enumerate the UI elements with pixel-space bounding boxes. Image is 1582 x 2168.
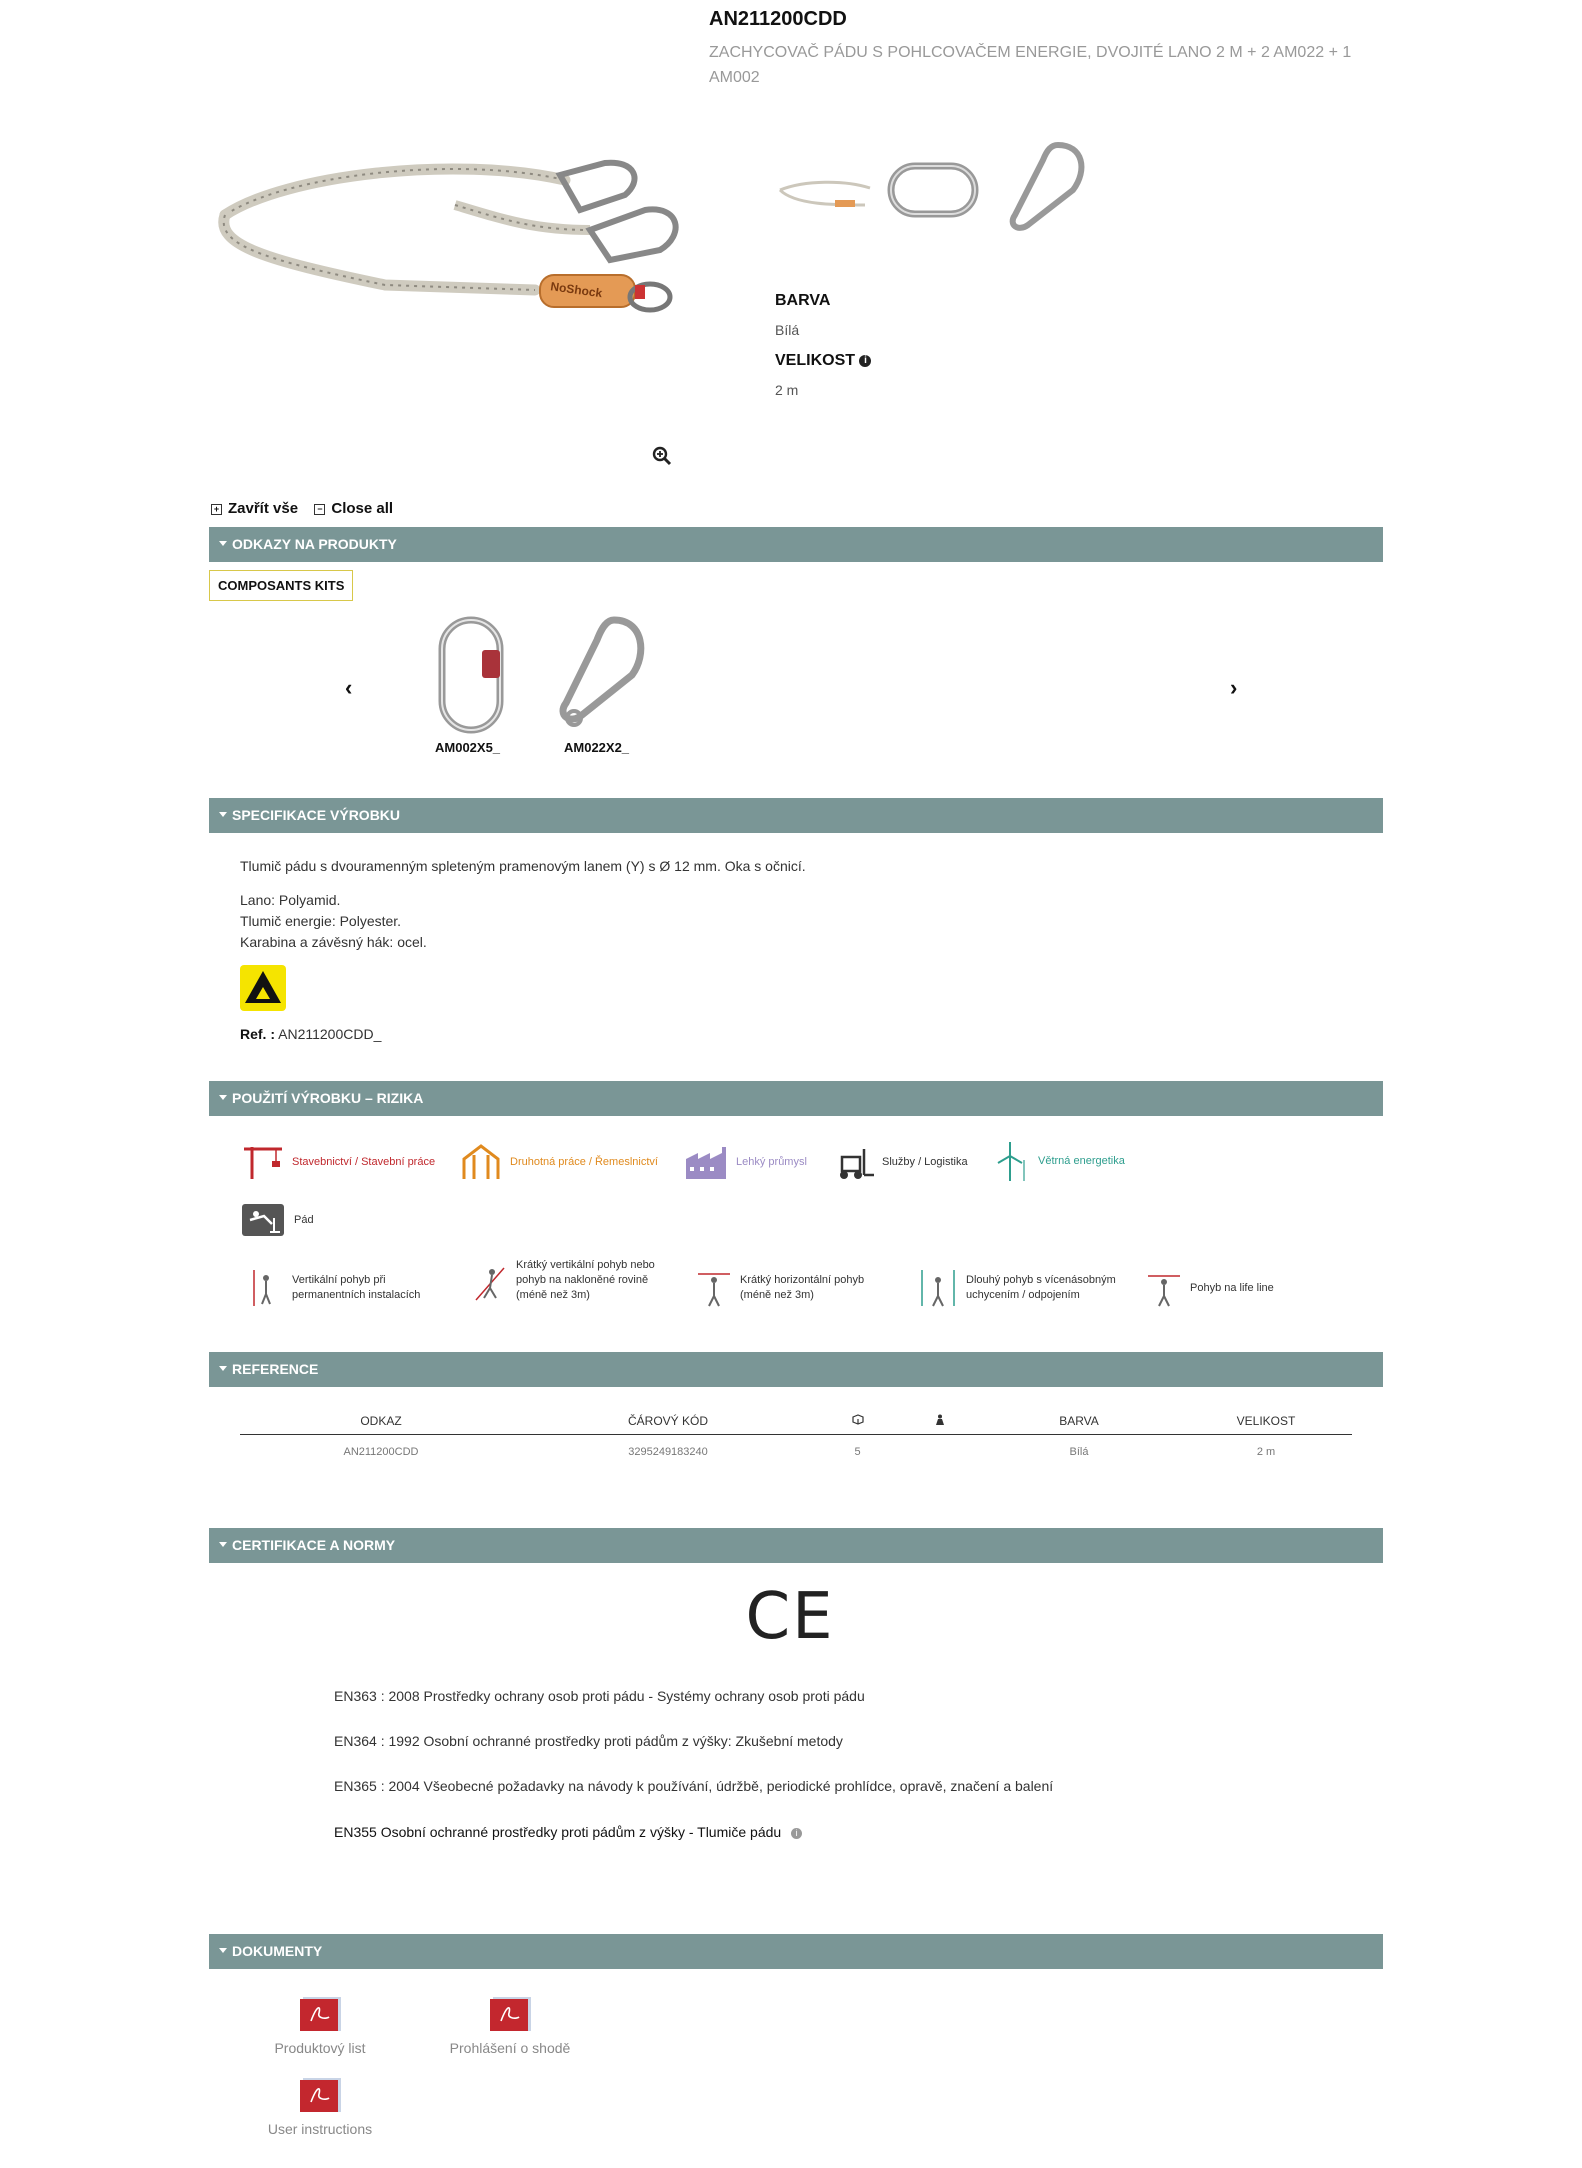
- tab-composants-kits[interactable]: [209, 570, 353, 601]
- caret-down-icon: [219, 812, 227, 817]
- movement-label: [966, 1273, 1116, 1303]
- sector-label: Stavebnictví / Stavební práce: [292, 1156, 436, 1168]
- carousel-next-button[interactable]: ›: [1230, 675, 1238, 700]
- ref-label: Ref. :: [240, 1026, 275, 1042]
- section-reference-header[interactable]: [209, 1352, 1383, 1387]
- info-icon[interactable]: i: [859, 355, 871, 367]
- table-row[interactable]: [240, 1434, 1352, 1470]
- pdf-icon: [299, 1995, 343, 2033]
- sector-label: Druhotná práce / Řemeslnictví: [510, 1156, 658, 1168]
- standard-item: EN363 : 2008 Prostředky ochrany osob proti pádu - Systémy ochrany osob proti pádu: [334, 1688, 865, 1704]
- thumbnail-hook[interactable]: [1003, 140, 1088, 240]
- life-line-icon: [1146, 1268, 1182, 1308]
- crane-icon: [242, 1143, 284, 1181]
- size-label: VELIKOST: [775, 352, 856, 369]
- spec-material: Lano: Polyamid.: [240, 892, 341, 908]
- box-icon: [852, 1414, 864, 1425]
- sector-light-industry: [684, 1143, 807, 1181]
- movement-label-line: Krátký horizontální pohyb: [740, 1274, 865, 1286]
- carousel-item-label[interactable]: AM022X2_: [564, 740, 630, 755]
- spec-reference: [240, 1026, 381, 1042]
- carousel-item-label[interactable]: AM002X5_: [435, 740, 501, 755]
- plus-box-icon: +: [211, 504, 222, 515]
- lanyard-illustration: [224, 163, 676, 310]
- spec-material: Tlumič energie: Polyester.: [240, 913, 402, 929]
- sector-crafts: [460, 1143, 658, 1181]
- thumbnail-carabiner[interactable]: [883, 160, 983, 220]
- movement-vertical-permanent: [248, 1268, 420, 1308]
- movement-short-vertical: [472, 1258, 655, 1303]
- risk-fall: [242, 1204, 314, 1236]
- expand-all-label: Zavřít vše: [228, 500, 299, 517]
- house-frame-icon: [460, 1143, 502, 1181]
- section-spec-header[interactable]: [209, 798, 1383, 833]
- wind-turbine-icon: [988, 1140, 1032, 1182]
- pdf-icon: [489, 1995, 533, 2033]
- standard-item: EN365 : 2004 Všeobecné požadavky na návody k používání, údržbě, periodické prohlídce, opravě, značení a balení: [334, 1778, 1054, 1794]
- table-cell: [901, 1434, 978, 1470]
- thumbnail-lanyard[interactable]: [775, 170, 875, 220]
- movement-label: [292, 1273, 420, 1303]
- minus-box-icon: −: [314, 504, 325, 515]
- movement-life-line: [1146, 1268, 1274, 1308]
- close-all-label: Close all: [331, 500, 394, 517]
- carousel-item-hook-image[interactable]: [552, 615, 647, 735]
- movement-label-line: pohyb na nakloněné rovině: [516, 1274, 649, 1286]
- document-label: Prohlášení o shodě: [449, 2040, 571, 2056]
- movement-short-horizontal: [696, 1268, 864, 1308]
- sector-label: Lehký průmysl: [736, 1156, 807, 1168]
- info-icon[interactable]: i: [791, 1828, 802, 1839]
- movement-label-line: (méně než 3m): [516, 1289, 590, 1301]
- section-title: SPECIFIKACE VÝROBKU: [232, 807, 401, 823]
- section-title: DOKUMENTY: [232, 1943, 323, 1959]
- noshock-tag: NoShock: [549, 279, 604, 301]
- size-value: 2 m: [775, 382, 799, 398]
- expand-all-toggle[interactable]: [211, 500, 298, 517]
- delta-plus-logo: [240, 965, 286, 1011]
- table-header-row: [240, 1408, 1352, 1434]
- caret-down-icon: [219, 1095, 227, 1100]
- color-label: BARVA: [775, 292, 831, 309]
- sector-logistics: [832, 1143, 968, 1181]
- product-code: AN211200CDD: [709, 8, 847, 30]
- spec-description: Tlumič pádu s dvouramenným spleteným pramenovým lanem (Y) s Ø 12 mm. Oka s očnicí.: [240, 858, 806, 874]
- movement-label-line: (méně než 3m): [740, 1289, 814, 1301]
- risk-label: Pád: [294, 1214, 314, 1226]
- caret-down-icon: [219, 1948, 227, 1953]
- sector-label: Větrná energetika: [1038, 1155, 1125, 1167]
- table-cell: Bílá: [1069, 1446, 1089, 1459]
- document-label: Produktový list: [274, 2040, 366, 2056]
- column-header-package: [814, 1408, 901, 1434]
- zoom-in-icon[interactable]: [652, 446, 672, 466]
- document-product-sheet[interactable]: [230, 1995, 410, 2055]
- short-horizontal-movement-icon: [696, 1268, 732, 1308]
- movement-label: [740, 1273, 864, 1303]
- color-value: Bílá: [775, 322, 800, 338]
- table-cell: 3295249183240: [628, 1446, 708, 1459]
- table-cell: AN211200CDD: [343, 1446, 419, 1459]
- pdf-icon: [299, 2076, 343, 2114]
- column-header: BARVA: [1059, 1413, 1099, 1428]
- factory-icon: [684, 1143, 728, 1181]
- standard-item: EN355 Osobní ochranné prostředky proti pádům z výšky - Tlumiče pádu: [334, 1824, 782, 1840]
- carousel-prev-button[interactable]: ‹: [345, 675, 353, 700]
- column-header-person: [901, 1408, 978, 1434]
- person-icon: [935, 1414, 945, 1425]
- product-subtitle: ZACHYCOVAČ PÁDU S POHLCOVAČEM ENERGIE, DVOJITÉ LANO 2 M + 2 AM022 + 1 AM002: [709, 44, 1352, 86]
- movement-label-line: Vertikální pohyb při: [292, 1274, 386, 1286]
- section-product-links-header[interactable]: [209, 527, 1383, 562]
- caret-down-icon: [219, 541, 227, 546]
- movement-label-line: Dlouhý pohyb s vícenásobným: [966, 1274, 1116, 1286]
- table-cell: 2 m: [1256, 1446, 1276, 1459]
- close-all-toggle[interactable]: [314, 500, 393, 517]
- long-movement-icon: [918, 1268, 958, 1308]
- spec-material: Karabina a závěsný hák: ocel.: [240, 934, 427, 950]
- column-header: ODKAZ: [360, 1413, 402, 1428]
- movement-label-line: Krátký vertikální pohyb nebo: [516, 1259, 655, 1271]
- product-main-image[interactable]: [205, 135, 695, 335]
- tab-label: COMPOSANTS KITS: [218, 578, 345, 593]
- standard-item-en355: [334, 1824, 802, 1840]
- section-title: REFERENCE: [232, 1361, 319, 1377]
- vertical-movement-icon: [248, 1268, 278, 1308]
- expand-collapse-controls: [211, 500, 393, 517]
- section-title: ODKAZY NA PRODUKTY: [232, 536, 397, 552]
- column-header: ČÁROVÝ KÓD: [627, 1413, 708, 1428]
- movement-label: [516, 1258, 655, 1303]
- falling-person-icon: [242, 1204, 284, 1236]
- section-title: CERTIFIKACE A NORMY: [232, 1537, 396, 1553]
- carousel-item-carabiner-image[interactable]: [432, 615, 512, 735]
- movement-long-multiple: [918, 1268, 1116, 1308]
- ce-mark: CE: [745, 1580, 835, 1654]
- section-documents-header[interactable]: [209, 1934, 1383, 1969]
- section-usage-header[interactable]: [209, 1081, 1383, 1116]
- movement-label-line: uchycením / odpojením: [966, 1289, 1080, 1301]
- sector-construction: [242, 1143, 435, 1181]
- ref-value: AN211200CDD_: [278, 1026, 382, 1042]
- short-vertical-movement-icon: [472, 1260, 508, 1302]
- section-certification-header[interactable]: [209, 1528, 1383, 1563]
- standard-item: EN364 : 1992 Osobní ochranné prostředky proti pádům z výšky: Zkušební metody: [334, 1733, 843, 1749]
- column-header: VELIKOST: [1236, 1413, 1296, 1428]
- document-declaration[interactable]: [420, 1995, 600, 2055]
- document-label: User instructions: [267, 2121, 373, 2137]
- reference-table: [240, 1408, 1352, 1470]
- forklift-icon: [832, 1143, 876, 1181]
- sector-label: Služby / Logistika: [882, 1156, 968, 1168]
- movement-label-line: permanentních instalacích: [292, 1289, 421, 1301]
- movement-label: [1190, 1281, 1274, 1296]
- sector-wind-energy: [988, 1140, 1125, 1182]
- size-label-wrap: [775, 352, 871, 370]
- caret-down-icon: [219, 1542, 227, 1547]
- table-cell: 5: [854, 1446, 861, 1459]
- movement-label-line: Pohyb na life line: [1190, 1281, 1274, 1294]
- document-user-instructions[interactable]: [230, 2076, 410, 2136]
- section-title: POUŽITÍ VÝROBKU – RIZIKA: [232, 1090, 424, 1106]
- caret-down-icon: [219, 1366, 227, 1371]
